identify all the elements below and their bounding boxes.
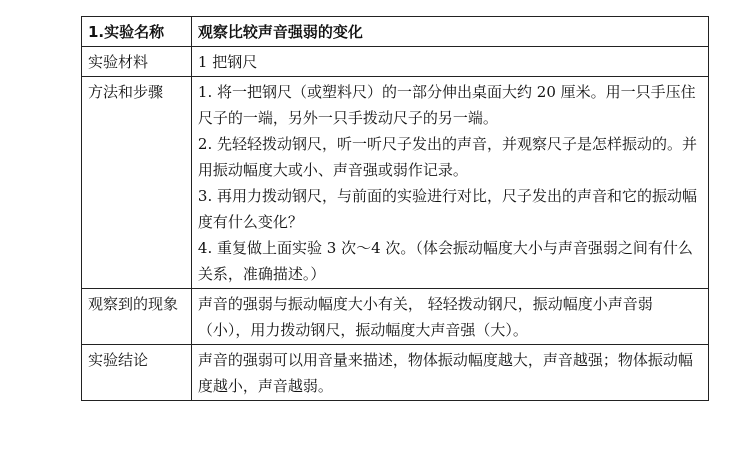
method-steps	[191, 77, 708, 289]
observation-value: 声音的强弱与振动幅度大小有关， 轻轻拨动钢尺，振动幅度小声音弱（小），用力拨动钢尺，振动幅度大声音强（大）。	[191, 289, 708, 345]
conclusion-label: 实验结论	[82, 345, 192, 401]
method-step-3: 3. 再用力拨动钢尺，与前面的实验进行对比，尺子发出的声音和它的振动幅度有什么变化？	[197, 187, 698, 231]
table-row-observation	[82, 289, 709, 345]
observation-label: 观察到的现象	[82, 289, 192, 345]
materials-label: 实验材料	[82, 47, 192, 77]
conclusion-value: 声音的强弱可以用音量来描述，物体振动幅度越大，声音越强；物体振动幅度越小，声音越弱。	[191, 345, 708, 401]
experiment-name-label: 1.实验名称	[82, 17, 192, 47]
table-row-experiment-name	[82, 17, 709, 47]
method-step-2: 2. 先轻轻拨动钢尺，听一听尺子发出的声音，并观察尺子是怎样振动的。并用振动幅度大或小、声音强或弱作记录。	[197, 135, 698, 179]
table-row-conclusion	[82, 345, 709, 401]
table-row-method	[82, 77, 709, 289]
method-label: 方法和步骤	[82, 77, 192, 289]
table-row-materials	[82, 47, 709, 77]
method-step-4: 4. 重复做上面实验 3 次～4 次。（体会振动幅度大小与声音强弱之间有什么关系，准确描述。）	[197, 239, 693, 283]
materials-value: 1 把钢尺	[191, 47, 708, 77]
method-step-1: 1. 将一把钢尺（或塑料尺）的一部分伸出桌面大约 20 厘米。用一只手压住尺子的一端，另外一只手拨动尺子的另一端。	[197, 83, 696, 127]
experiment-table	[81, 16, 709, 401]
experiment-name-value: 观察比较声音强弱的变化	[191, 17, 708, 47]
